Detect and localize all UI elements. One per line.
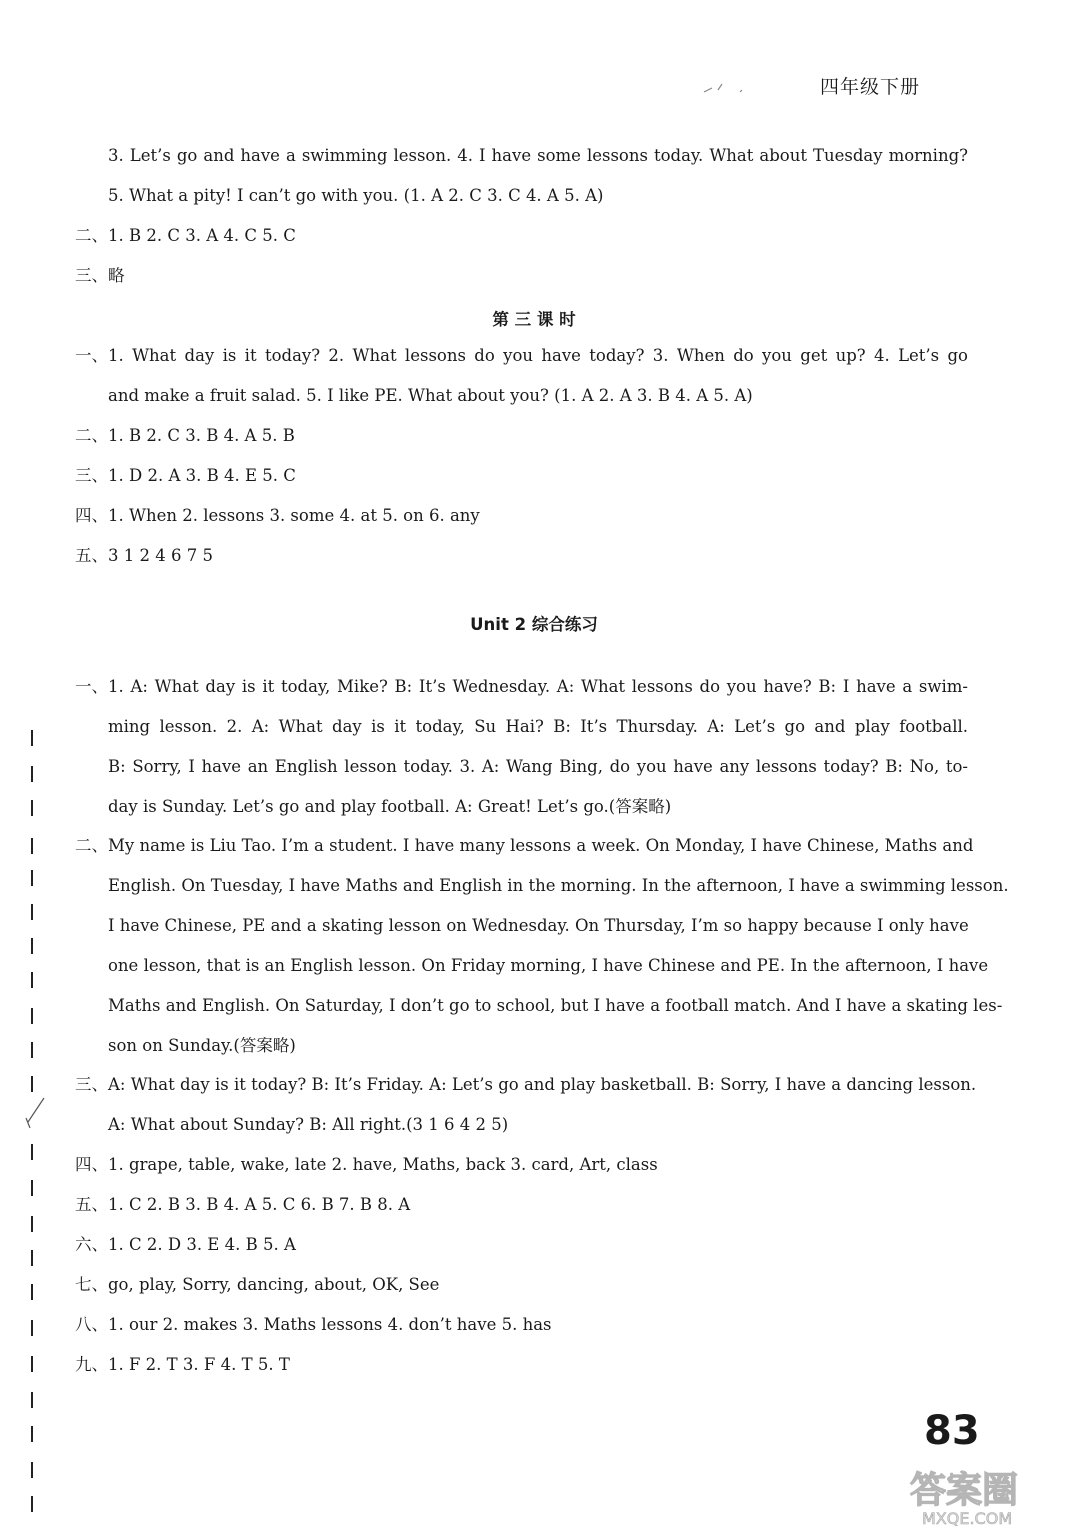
answer-line: 二、1. B 2. C 3. A 4. C 5. C bbox=[75, 226, 296, 245]
answer-line: ming lesson. 2. A: What day is it today, Su Hai? B: It’s Thursday. A: Let’s go and play football. bbox=[108, 717, 968, 736]
answer-line: 四、1. When 2. lessons 3. some 4. at 5. on 6. any bbox=[75, 506, 480, 525]
answer-line: 一、1. A: What day is it today, Mike? B: It’s Wednesday. A: What lessons do you have? B: I have a swim- bbox=[75, 677, 968, 696]
answer-line: 三、1. D 2. A 3. B 4. E 5. C bbox=[75, 466, 296, 485]
section-title-unit2: Unit 2 综合练习 bbox=[470, 615, 598, 634]
answer-line: I have Chinese, PE and a skating lesson on Wednesday. On Thursday, I’m so happy because I only have bbox=[108, 916, 969, 935]
header-scribble-mark bbox=[700, 78, 760, 98]
answer-line: and make a fruit salad. 5. I like PE. What about you? (1. A 2. A 3. B 4. A 5. A) bbox=[108, 386, 753, 405]
answer-line: 三、略 bbox=[75, 266, 125, 285]
answer-line: 3. Let’s go and have a swimming lesson. 4. I have some lessons today. What about Tuesday morning? bbox=[108, 146, 968, 165]
answer-line: day is Sunday. Let’s go and play football. A: Great! Let’s go.(答案略) bbox=[108, 797, 672, 816]
answer-line: 二、1. B 2. C 3. B 4. A 5. B bbox=[75, 426, 295, 445]
answer-line: 九、1. F 2. T 3. F 4. T 5. T bbox=[75, 1355, 290, 1374]
section-title-lesson3: 第 三 课 时 bbox=[492, 310, 576, 329]
answer-line: 二、My name is Liu Tao. I’m a student. I have many lessons a week. On Monday, I have Chinese, Maths and bbox=[75, 836, 974, 855]
answer-line: 五、1. C 2. B 3. B 4. A 5. C 6. B 7. B 8. A bbox=[75, 1195, 411, 1214]
answer-line: B: Sorry, I have an English lesson today. 3. A: Wang Bing, do you have any lessons today? B: No, to- bbox=[108, 757, 968, 776]
answer-line: 六、1. C 2. D 3. E 4. B 5. A bbox=[75, 1235, 296, 1254]
answer-line: 5. What a pity! I can’t go with you. (1. A 2. C 3. C 4. A 5. A) bbox=[108, 186, 604, 205]
answer-line: A: What about Sunday? B: All right.(3 1 6 4 2 5) bbox=[108, 1115, 509, 1134]
page-number: 83 bbox=[924, 1408, 980, 1454]
answer-line: Maths and English. On Saturday, I don’t go to school, but I have a football match. And I have a skating les- bbox=[108, 996, 1003, 1015]
answer-line: 三、A: What day is it today? B: It’s Friday. A: Let’s go and play basketball. B: Sorry, I have a dancing lesson. bbox=[75, 1075, 977, 1094]
svg-text:答案圈: 答案圈 bbox=[910, 1470, 1019, 1511]
watermark-logo bbox=[900, 1460, 1060, 1530]
answer-line: English. On Tuesday, I have Maths and English in the morning. In the afternoon, I have a swimming lesson. bbox=[108, 876, 1009, 895]
answer-line: 七、go, play, Sorry, dancing, about, OK, See bbox=[75, 1275, 440, 1294]
svg-text:MXQE.COM: MXQE.COM bbox=[922, 1509, 1013, 1528]
answer-line: one lesson, that is an English lesson. On Friday morning, I have Chinese and PE. In the afternoon, I have bbox=[108, 956, 989, 975]
answer-line: 四、1. grape, table, wake, late 2. have, Maths, back 3. card, Art, class bbox=[75, 1155, 658, 1174]
binding-margin-marks bbox=[20, 720, 50, 1520]
header-grade: 四年级下册 bbox=[820, 76, 921, 98]
answer-line: 一、1. What day is it today? 2. What lessons do you have today? 3. When do you get up? 4. Let’s go bbox=[75, 346, 968, 365]
answer-line: son on Sunday.(答案略) bbox=[108, 1036, 296, 1055]
answer-line: 五、3 1 2 4 6 7 5 bbox=[75, 546, 213, 565]
answer-line: 八、1. our 2. makes 3. Maths lessons 4. don’t have 5. has bbox=[75, 1315, 552, 1334]
